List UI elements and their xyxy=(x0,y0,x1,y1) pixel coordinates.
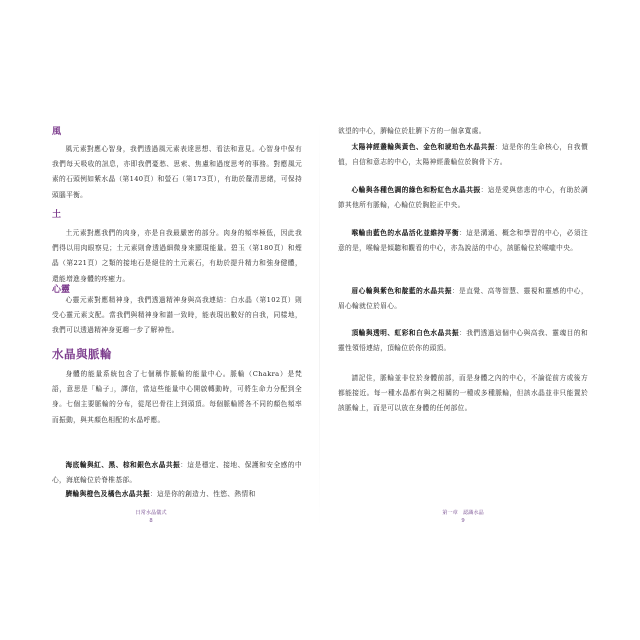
section-title: 水晶與脈輪 xyxy=(52,347,112,361)
sacral-chakra-paragraph xyxy=(52,487,302,502)
closing-paragraph: 請記住，脈輪並非位於身體前部，而是身體之內的中心，不論從前方或後方都能接近。每一種水晶都有與之相關的一種或多種脈輪，但該水晶並非只能置於該脈輪上，而是可以放在身體的任何部位。 xyxy=(338,374,588,413)
heart-chakra-text: ：這是愛與慈悲的中心，有助於調節其他所有脈輪，心輪位於胸腔正中央。 xyxy=(338,186,588,210)
root-chakra-bold: 海底輪與紅、黑、棕和銀色水晶共振 xyxy=(65,461,181,469)
solar-plexus-paragraph xyxy=(338,140,588,170)
solar-plexus-text: ：這是你的生命核心，自我價值，自信和意志的中心，太陽神經叢輪位於胸骨下方。 xyxy=(338,143,588,167)
heart-chakra-bold: 心輪與各種色調的綠色和粉紅色水晶共振 xyxy=(351,186,481,194)
solar-plexus-bold: 太陽神經叢輪與黃色、金色和琥珀色水晶共振 xyxy=(351,143,495,151)
brow-chakra-paragraph xyxy=(338,284,588,314)
sacral-chakra-text: ：這是你的創造力、性慾、熱情和 xyxy=(149,490,256,498)
root-chakra-paragraph xyxy=(52,458,302,488)
spirit-heading: 心靈 xyxy=(52,285,71,295)
earth-heading: 土 xyxy=(52,210,62,220)
left-footer xyxy=(121,509,181,525)
wind-heading: 風 xyxy=(52,127,62,137)
crown-chakra-bold: 頂輪與透明、虹彩和白色水晶共振 xyxy=(351,329,460,337)
right-running-title: 第一章 認識水晶 xyxy=(442,510,484,516)
root-chakra-text: ：這是穩定、接地、保護和安全感的中心，海底輪位於脊椎基部。 xyxy=(52,461,302,485)
left-page-number: 8 xyxy=(149,518,153,524)
right-page xyxy=(320,0,640,640)
right-footer xyxy=(433,509,493,525)
brow-chakra-text: ：是直覺、高等智慧、靈視和靈感的中心，眉心輪就位於眉心。 xyxy=(338,287,588,311)
throat-chakra-paragraph xyxy=(338,226,588,256)
sacral-continuation-paragraph: 欲望的中心，臍輪位於肚臍下方的一個拿寬處。 xyxy=(338,127,486,135)
crown-chakra-text: ：我們透過這個中心與高我、靈魂目的和靈性領悟連結，頂輪位於你的頭頂。 xyxy=(338,329,588,353)
throat-chakra-text: ：這是溝通、概念和學習的中心，必須注意的是，喉輪是傾聽和觀看的中心，亦為說話的中心，該脈輪位於喉嚨中央。 xyxy=(338,229,588,253)
crown-chakra-paragraph xyxy=(338,326,588,356)
spirit-paragraph: 心靈元素對應精神身，我們透過精神身與高我連結：白水晶（第102頁）則受心靈元素支配。當我們與精神身和諧一致時，能表現出數好的自我，同樣地，我們可以透過精神身更趨一步了解神性。 xyxy=(52,296,302,335)
brow-chakra-bold: 眉心輪與紫色和靛藍的水晶共振 xyxy=(351,287,452,295)
sacral-chakra-bold: 臍輪與橙色及橘色水晶共振 xyxy=(65,490,150,498)
earth-paragraph: 土元素對應我們的肉身，亦是自我最嚴密的部分。肉身的頻率極低，因此我們得以用肉眼察見；土元素則會透過細微身來顯現能量。碧玉（第180頁）和煙晶（第221頁）之類的接地石是絕佳的土元素石，有助於提升精力和強身健體，還能增進身體的疼癒力。 xyxy=(52,229,302,283)
throat-chakra-bold: 喉輪由藍色的水晶活化並維持平衡 xyxy=(351,229,460,237)
right-page-number: 9 xyxy=(461,518,465,524)
heart-chakra-paragraph xyxy=(338,183,588,213)
chakra-intro-paragraph: 身體的能量系統包含了七個稱作脈輪的能量中心。脈輪（Chakra）是梵語，意思是「輪子」，譯信，當這些能量中心開啟轉動時，可將生命力分配到全身。七個主要脈輪的分布，從尾巴骨往上到頭頂。每個脈輪將各不同的顏色頻率而振動，與其顏色相配的水晶呼應。 xyxy=(52,370,302,424)
wind-paragraph: 風元素對應心智身，我們透過風元素表達思想、看法和意見。心智身中保有我們每天吸收的訊息，亦即我們憂愁、思索、焦慮和過度思考的事務。對應風元素的石頭例如紫水晶（第140頁）和螢石（第173頁），有助於釐清思緒，可保持頭腦平衡。 xyxy=(52,145,302,199)
left-running-title: 日常水晶儀式 xyxy=(135,510,167,516)
